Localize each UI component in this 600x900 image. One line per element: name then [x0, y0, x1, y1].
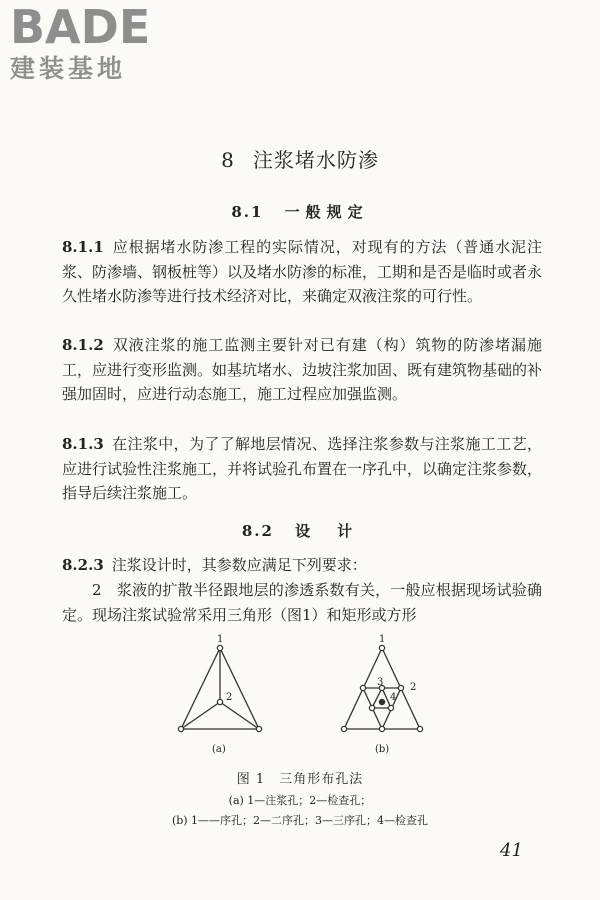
clause-8-2-3 — [62, 553, 542, 578]
hole-marker — [217, 699, 222, 704]
sub-label-b: (b) — [375, 744, 390, 755]
hole-marker — [341, 726, 346, 731]
item-text: 2 浆液的扩散半径跟地层的渗透系数有关，一般应根据现场试验确定。现场注浆试验常采用三角形（图1）和矩形或方形 — [62, 581, 542, 624]
hole-marker — [398, 685, 403, 690]
section-title: 一般规定 — [284, 203, 369, 221]
section-number: 8.1 — [231, 203, 264, 221]
label-b-1: 1 — [379, 634, 386, 645]
clause-text: 注浆设计时，其参数应满足下列要求： — [111, 556, 367, 574]
section-number: 8.2 — [241, 522, 274, 540]
clause-text: 双液注浆的施工监测主要针对已有建（构）筑物的防渗堵漏施工，应进行变形监测。如基坑堵水、边坡注浆加固、既有建筑物基础的补强加固时，应进行动态施工，施工过程应加强监测。 — [62, 336, 543, 403]
check-hole-marker — [379, 699, 384, 704]
hole-marker — [369, 705, 374, 710]
hole-marker — [379, 645, 384, 650]
clause-text: 在注浆中，为了了解地层情况、选择注浆参数与注浆施工工艺，应进行试验性注浆施工，并将试验孔布置在一序孔中，以确定注浆参数，指导后续注浆施工。 — [62, 435, 543, 502]
clause-text: 应根据堵水防渗工程的实际情况，对现有的方法（普通水泥注浆、防渗墙、钢板桩等）以及堵水防渗的标准，工期和是否是临时或者永久性堵水防渗等进行技术经济对比，来确定双液注浆的可行性。 — [62, 238, 543, 305]
logo — [10, 0, 180, 84]
logo-wordmark: BADE — [10, 0, 151, 54]
label-b-3: 3 — [377, 677, 384, 688]
clause-number: 8.2.3 — [62, 556, 104, 574]
hole-marker — [217, 645, 222, 650]
item-2 — [62, 578, 542, 627]
section-heading-8-2 — [0, 520, 600, 541]
hole-marker — [417, 726, 422, 731]
figure-1 — [170, 628, 440, 758]
clause-8-1-3 — [62, 432, 542, 506]
chapter-number: 8 — [221, 148, 235, 172]
label-a-2: 2 — [226, 692, 233, 703]
label-a-1: 1 — [217, 634, 224, 645]
hole-marker — [178, 726, 183, 731]
clause-number: 8.1.1 — [62, 238, 104, 256]
section-heading-8-1 — [0, 201, 600, 222]
hole-marker — [379, 726, 384, 731]
clause-8-1-1 — [62, 235, 542, 309]
figure-caption: 图 1 三角形布孔法 — [236, 772, 364, 787]
sub-label-a: (a) — [212, 744, 226, 755]
section-title: 设 计 — [295, 522, 359, 540]
label-b-4: 4 — [390, 692, 397, 703]
chapter-title-text: 注浆堵水防渗 — [252, 148, 379, 172]
clause-number: 8.1.2 — [62, 336, 104, 354]
figure-legend-b: (b) 1——序孔；2—二序孔；3—三序孔；4—检查孔 — [171, 814, 429, 827]
diagram-a — [178, 645, 261, 731]
clause-number: 8.1.3 — [62, 435, 104, 453]
page-number: 41 — [500, 840, 523, 861]
hole-marker — [388, 705, 393, 710]
clause-8-1-2 — [62, 333, 542, 407]
hole-marker — [256, 726, 261, 731]
figure-legend-a: (a) 1—注浆孔；2—检查孔； — [228, 794, 372, 807]
figure-diagram — [170, 628, 440, 758]
logo-chinese: 建装基地 — [10, 54, 127, 83]
chapter-title — [0, 144, 600, 173]
hole-marker — [360, 685, 365, 690]
label-b-2: 2 — [410, 682, 417, 693]
